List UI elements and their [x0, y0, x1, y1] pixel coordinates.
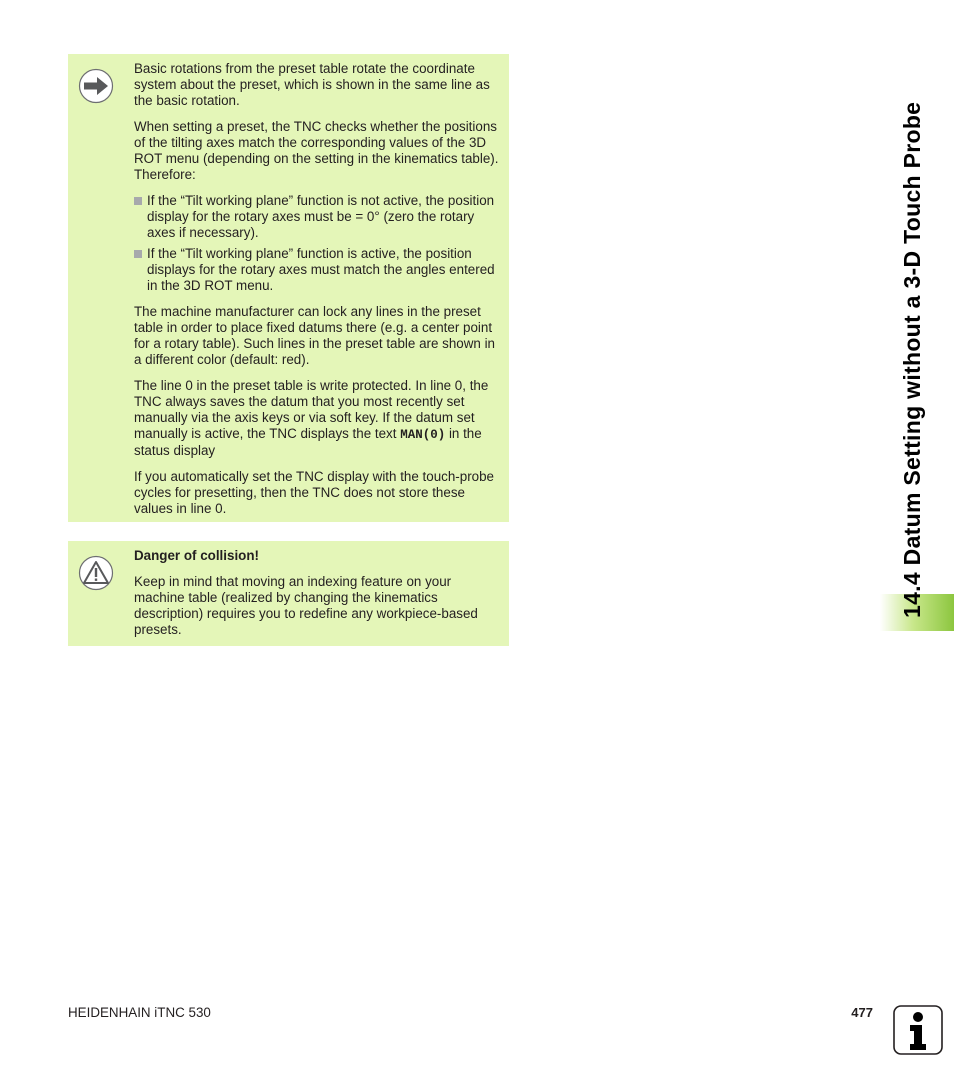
- danger-title: Danger of collision!: [134, 548, 259, 563]
- page-number: 477: [851, 1005, 873, 1020]
- bullet-square-icon: [134, 197, 142, 205]
- danger-note-box: [68, 541, 509, 646]
- info-paragraph-2: When setting a preset, the TNC checks whether the positions of the tilting axes match the corresponding values of the 3D ROT menu (depending on the setting in the kinematics table). Therefore:: [134, 119, 499, 182]
- list-item-text: If the “Tilt working plane” function is not active, the position display for the rotary axes must be = 0° (zero the rotary axes if necessary).: [147, 193, 495, 240]
- info-paragraph-5: If you automatically set the TNC display with the touch-probe cycles for presetting, then the TNC does not store these values in line 0.: [134, 469, 494, 516]
- danger-paragraph: Keep in mind that moving an indexing feature on your machine table (realized by changing the kinematics description) requires you to redefine any workpiece-based presets.: [134, 574, 478, 637]
- warning-triangle-icon: [78, 555, 114, 591]
- info-paragraph-4-text: The line 0 in the preset table is write protected. In line 0, the TNC always saves the datum that you most recently set manually via the axis keys or via soft key. If the datum set manually is active, the TNC displays the text: [134, 378, 489, 441]
- section-title-vertical: 14.4 Datum Setting without a 3-D Touch Probe: [899, 101, 925, 618]
- list-item-text: If the “Tilt working plane” function is active, the position displays for the rotary axes must match the angles entered in the 3D ROT menu.: [147, 246, 495, 293]
- tilt-conditions-list: [134, 193, 501, 294]
- info-note-box: [68, 54, 509, 522]
- footer-product-name: HEIDENHAIN iTNC 530: [68, 1005, 211, 1020]
- info-paragraph-1: Basic rotations from the preset table rotate the coordinate system about the preset, which is shown in the same line as the basic rotation.: [134, 61, 490, 108]
- arrow-right-icon: [78, 68, 114, 104]
- bullet-square-icon: [134, 250, 142, 258]
- info-paragraph-4-tail: in the status display: [134, 426, 482, 458]
- danger-note-text: [134, 548, 501, 648]
- list-item: [147, 193, 501, 241]
- info-paragraph-3: The machine manufacturer can lock any lines in the preset table in order to place fixed datums there (e.g. a center point for a rotary table). Such lines in the preset table are shown in a different color (default: red).: [134, 304, 495, 367]
- list-item: [147, 246, 501, 294]
- info-note-text: [134, 61, 501, 527]
- info-paragraph-4: [134, 378, 501, 459]
- man0-code: MAN(0): [400, 428, 446, 442]
- info-icon: [893, 1005, 943, 1055]
